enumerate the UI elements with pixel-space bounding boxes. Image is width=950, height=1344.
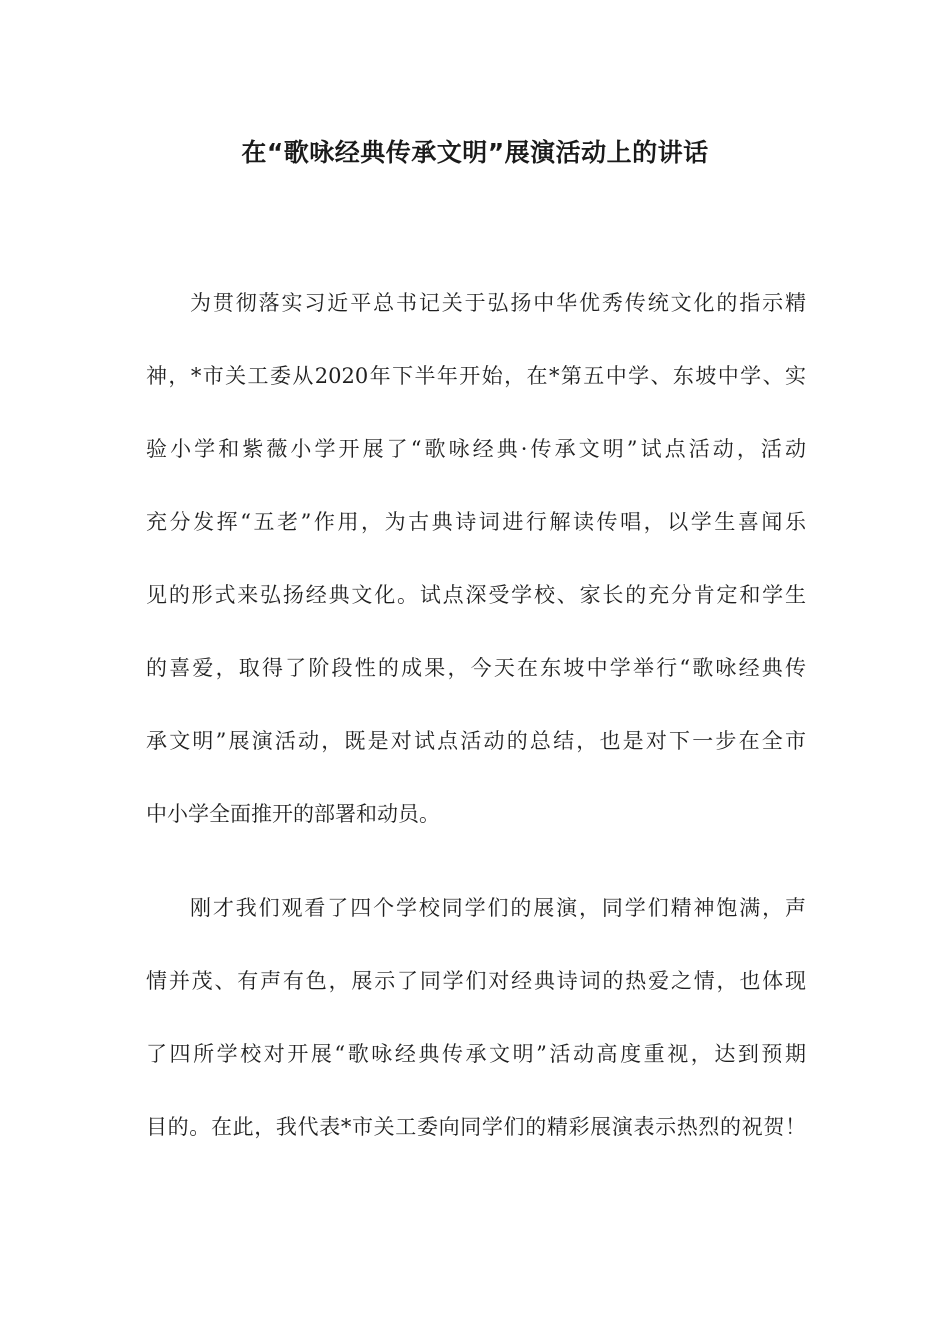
paragraph-1-line-4: 充分发挥“五老”作用，为古典诗词进行解读传唱，以学生喜闻乐	[146, 510, 806, 534]
paragraph-2-line-3: 了四所学校对开展“歌咏经典传承文明”活动高度重视，达到预期	[146, 1042, 806, 1066]
paragraph-1-line-6: 的喜爱，取得了阶段性的成果，今天在东坡中学举行“歌咏经典传	[146, 656, 806, 680]
paragraph-2-line-2: 情并茂、有声有色，展示了同学们对经典诗词的热爱之情，也体现	[146, 969, 806, 993]
paragraph-1-line-3: 验小学和紫薇小学开展了“歌咏经典·传承文明”试点活动，活动	[146, 437, 806, 461]
paragraph-2-line-4: 目的。在此，我代表*市关工委向同学们的精彩展演表示热烈的祝贺！	[146, 1115, 806, 1139]
document-title: 在“歌咏经典传承文明”展演活动上的讲话	[241, 138, 709, 167]
paragraph-2-line-1: 刚才我们观看了四个学校同学们的展演，同学们精神饱满，声	[190, 896, 806, 920]
paragraph-1-line-8: 中小学全面推开的部署和动员。	[146, 802, 440, 826]
paragraph-1-line-2: 神，*市关工委从2020年下半年开始，在*第五中学、东坡中学、实	[146, 364, 806, 388]
paragraph-1-line-5: 见的形式来弘扬经典文化。试点深受学校、家长的充分肯定和学生	[146, 583, 806, 607]
paragraph-1-line-7: 承文明”展演活动，既是对试点活动的总结，也是对下一步在全市	[146, 729, 806, 753]
paragraph-1-line-1: 为贯彻落实习近平总书记关于弘扬中华优秀传统文化的指示精	[190, 291, 806, 315]
